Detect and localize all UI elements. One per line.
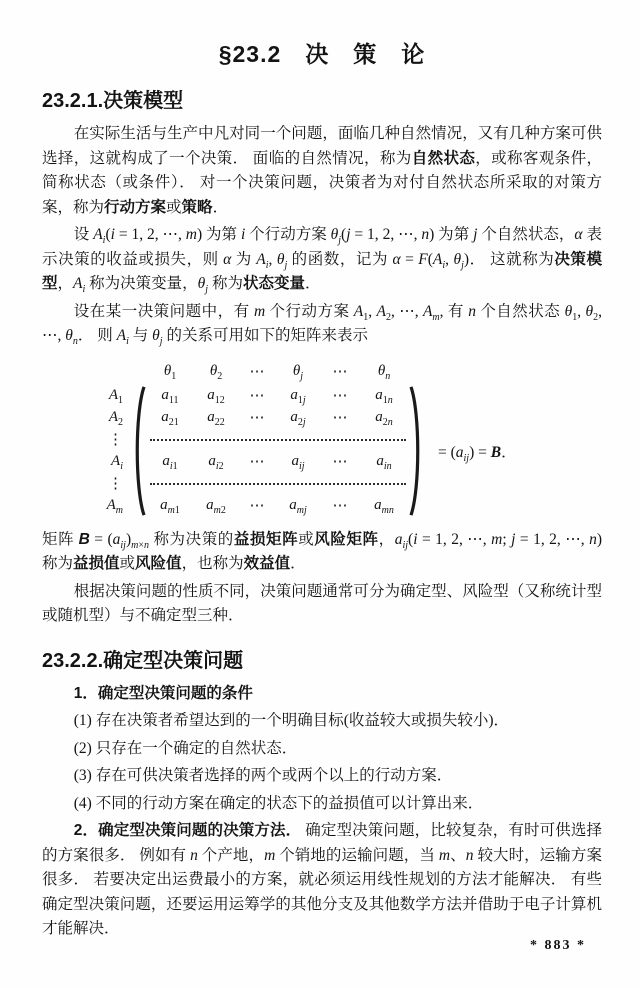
matrix-cell: ⋯ [249, 388, 265, 404]
matrix-row-label: $A_i$ [111, 453, 123, 472]
matrix-cell: ⋯ [332, 388, 348, 404]
matrix-row-label: $A_2$ [108, 409, 123, 428]
section-heading-23-2-2: 23.2.2.确定型决策问题 [42, 649, 244, 672]
matrix-cell: $a_{11}$ [161, 387, 179, 406]
matrix-cell: $a_{22}$ [207, 409, 225, 428]
matrix-col-header: ⋯ [249, 363, 265, 380]
matrix-cell: $a_{21}$ [161, 409, 179, 428]
decision-matrix [88, 358, 602, 517]
paragraph-matrix-intro: 设在某一决策问题中，有 m 个行动方案 $A_1$, $A_2$, ⋯, $A_m$, 有 n 个自然状态 $\theta_1$, $\theta_2$, ⋯, $\theta_n$． 则 $A_i$ 与 $\theta_j$ 的关系可用如下的矩阵来表示 [42, 302, 602, 348]
matrix-equals-expression: = $(a_{ij}) = B$． [438, 443, 517, 464]
matrix-dotted-row [150, 483, 406, 485]
matrix-cell: $a_{mn}$ [374, 497, 394, 516]
matrix-col-header: $\theta_2$ [209, 362, 223, 382]
paragraph-decision-model: 设 $A_i(i = 1$, 2, ⋯, m) 为第 i 个行动方案 $\theta_j(j = 1$, 2, ⋯, n) 为第 j 个自然状态，α 表示决策的收益或损失，则 α 为 $A_i$, $\theta_j$ 的函数，记为 $\alpha = F(A_i$, $\theta_j$)． 这就称为决策模型，$A_i$ 称为决策变量，$\theta_j$ 称为状态变量． [42, 226, 602, 296]
paragraph-intro: 在实际生活与生产中凡对同一个问题，面临几种自然情况，又有几种方案可供选择，这就构成了一个决策． 面临的自然情况，称为自然状态，或称客观条件，简称状态（或条件）． 对一个决策问题，决策者为对付自然状态所采取的对策方案，称为行动方案或策略． [42, 125, 602, 216]
matrix-col-header: ⋯ [332, 363, 348, 380]
matrix-cell: $a_{2j}$ [290, 409, 306, 428]
matrix-cell: $a_{1n}$ [375, 387, 393, 406]
matrix-cell: $a_{i2}$ [208, 453, 224, 472]
paragraph-method: 2．确定型决策问题的决策方法． 确定型决策问题，比较复杂，有时可供选择的方案很多． 例如有 n 个产地，m 个销地的运输问题，当 m、n 较大时，运输方案很多． 若要决定出运费最小的方案，就必须运用线性规划的方法才能解决． 有些确定型决策问题，还要运用运筹学的其他分支及其他数学方法并借助于电子计算机才能解决． [42, 822, 602, 937]
matrix-cell: $a_{12}$ [207, 387, 225, 406]
section-heading-23-2-1: 23.2.1.决策模型 [42, 90, 184, 112]
matrix-cell: ⋯ [249, 454, 265, 470]
matrix-cell: $a_{in}$ [376, 453, 392, 472]
matrix-cell: ⋯ [332, 454, 348, 470]
matrix-cell: ⋯ [249, 410, 265, 426]
condition-item-1: (1) 存在决策者希望达到的一个明确目标(收益较大或损失较小)． [73, 712, 510, 729]
paragraph-matrix-explain: 矩阵 $B = (a_{ij})_{m\times n}$ 称为决策的益损矩阵或风险矩阵，$a_{ij}(i = 1$, 2, ⋯, m; j = 1, 2, ⋯, n) 称为益损值或风险值，也称为效益值． [42, 530, 602, 572]
matrix-row-label: $A_1$ [108, 387, 123, 406]
paragraph-classification: 根据决策问题的性质不同，决策问题通常可分为确定型、风险型（又称统计型或随机型）与不确定型三种． [42, 582, 602, 624]
matrix-row-label: ⋮ [108, 476, 123, 492]
matrix-cell: $a_{m2}$ [206, 497, 226, 516]
matrix-col-header: $\theta_n$ [377, 362, 391, 382]
condition-item-2: (2) 只存在一个确定的自然状态． [73, 739, 298, 757]
matrix-col-header: $\theta_j$ [292, 362, 304, 382]
matrix-cell: ⋯ [332, 498, 348, 514]
matrix-dotted-row [150, 439, 406, 441]
matrix-cell: ⋯ [332, 410, 348, 426]
matrix-cell: $a_{m1}$ [160, 497, 180, 516]
matrix-cell: $a_{i1}$ [162, 453, 178, 472]
matrix-cell: $a_{mj}$ [289, 497, 307, 516]
condition-item-4: (4) 不同的行动方案在确定的状态下的益损值可以计算出来． [73, 794, 484, 812]
matrix-cell: $a_{1j}$ [290, 387, 306, 406]
condition-item-3: (3) 存在可供决策者选择的两个或两个以上的行动方案． [73, 767, 453, 784]
conditions-heading: 1．确定型决策问题的条件 [73, 684, 253, 702]
matrix-cell: $a_{ij}$ [291, 453, 305, 472]
matrix-cell: ⋯ [249, 498, 265, 514]
matrix-row-label: $A_m$ [106, 497, 123, 516]
matrix-col-header: $\theta_1$ [163, 362, 177, 382]
matrix-cell: $a_{2n}$ [375, 409, 393, 428]
page-number: * 883 * [530, 938, 586, 953]
matrix-row-label: ⋮ [108, 432, 123, 448]
matrix-right-paren [409, 385, 423, 517]
matrix-left-paren [132, 385, 146, 517]
page-title: §23.2 决 策 论 [218, 41, 426, 67]
